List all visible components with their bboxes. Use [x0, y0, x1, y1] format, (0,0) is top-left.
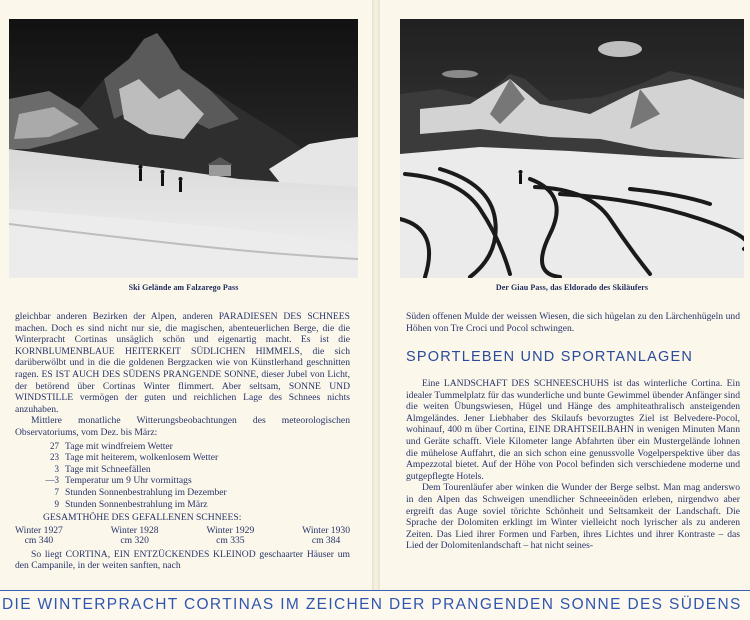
- right-paragraph-0: Süden offenen Mulde der weissen Wiesen, die sich hügelan zu den Lärchenhügeln und Höhen von Tre Croci und Pocol schwingen.: [406, 311, 740, 334]
- stat-row: 3 Tage mit Schneefällen: [54, 463, 151, 475]
- right-text-column-top: [406, 311, 740, 334]
- stat-row: 7 Stunden Sonnenbestrahlung im Dezember: [54, 486, 227, 498]
- right-text-column: [406, 378, 740, 552]
- left-paragraph-3: So liegt CORTINA, EIN ENTZÜCKENDES KLEINOD geschaarter Häuser um den Campanile, in der weiten sanften, nach: [15, 548, 350, 572]
- photo-giau-pass: [400, 19, 744, 278]
- left-paragraph-2: Mittlere monatliche Witterungsbeobachtungen des meteorologischen Observatoriums, vom Dez. bis März:: [15, 415, 350, 438]
- winter-snow-table: [15, 526, 350, 546]
- banner-text: DIE WINTERPRACHT CORTINAS IM ZEICHEN DER PRANGENDEN SONNE DES SÜDENS: [2, 596, 742, 613]
- winter-cell: Winter 1929 cm 335: [206, 524, 255, 546]
- stat-row: 27 Tage mit windfreiem Wetter: [50, 440, 173, 452]
- stat-row: —3 Temperatur um 9 Uhr vormittags: [45, 475, 192, 487]
- right-paragraph-1: Eine LANDSCHAFT DES SCHNEESCHUHS ist das winterliche Cortina. Ein idealer Tummelplatz für das wunderliche und bunte Gewimmel übender Anfänger sind die weiten Übungswiesen, Hügel und Hänge des amphiteathralisch ansteigenden Almgeländes. Jener Liebhaber des Skilaufs bevorzugtes Ziel ist Belvedere-Pocol, wohinauf, 400 m über Cortina, EINE DRAHTSEILBAHN in wenigen Minuten Mann und Geräte schafft. Viele Kilometer lange Abfahrten über ein Mustergelände lohnen die mühelose Auffahrt, die an sich schon eine genussvolle Vogelperspektive über das Ampezzotal bietet. Auf der Höhe von Pocol befinden sich verschiedene moderne und gutgepflegte Hotels.: [406, 378, 740, 482]
- photo-caption-right: Der Giau Pass, das Eldorado des Skiläufers: [495, 283, 649, 292]
- photo-caption-left: Ski Gelände am Falzarego Pass: [128, 283, 239, 292]
- stat-row: 9 Stunden Sonnenbestrahlung im März: [54, 498, 208, 510]
- section-heading-sportleben: SPORTLEBEN UND SPORTANLAGEN: [406, 349, 694, 365]
- left-text-column: [15, 311, 350, 572]
- left-paragraph-1: gleichbar anderen Bezirken der Alpen, anderen PARADIESEN DES SCHNEES machen. Doch es sind nicht nur sie, die magischen, abenteuerlichen Berge, die die Winterpracht Cortinas unsäglich schön und eigenartig macht. Es ist die KORNBLUMENBLAUE HEITERKEIT SÜDLICHEN HIMMELS, die sich darüberwölbt und in die die goldenen Bergzacken wie von Künstlerhand geschnitten ragen. ES IST AUCH DES SÜDENS PRANGENDE SONNE, dieser Jubel von Licht, der betörend über Cortinas Winter flimmert. Aber seltsam, SONNE UND WINDSTILLE vermögen der guten und reichlichen Lage des Schnees nichts anzuhaben.: [15, 311, 350, 415]
- right-paragraph-2: Dem Tourenläufer aber winken die Wunder der Berge selbst. Man mag anderswo in den Alpen das Schweigen unendlicher Schneeeinöden erleben, nirgendwo aber ergreift das Auge soviel törichte Schönheit und Seltsamkeit der Landschaft. Die Sprache der Dolomiten erklingt im Winter vielleicht noch lyrischer als zu anderen Zeiten. Das Lied ihrer Formen und Farben, ihres Lichtes und ihrer Kontraste – das Lied der Dolomitenlandschaft – hat nicht seines-: [406, 482, 740, 552]
- weather-stats-list: [15, 441, 350, 511]
- winter-cell: Winter 1928 cm 320: [110, 524, 159, 546]
- winter-cell: Winter 1927 cm 340: [15, 524, 63, 546]
- bottom-banner: [0, 590, 750, 620]
- page-fold: [372, 0, 380, 590]
- snow-total-heading: GESAMTHÖHE DES GEFALLENEN SCHNEES:: [43, 512, 242, 524]
- winter-cell: Winter 1930 cm 384: [302, 524, 350, 546]
- stat-row: 23 Tage mit heiterem, wolkenlosem Wetter: [50, 452, 219, 464]
- photo-falzarego-pass: [9, 19, 358, 278]
